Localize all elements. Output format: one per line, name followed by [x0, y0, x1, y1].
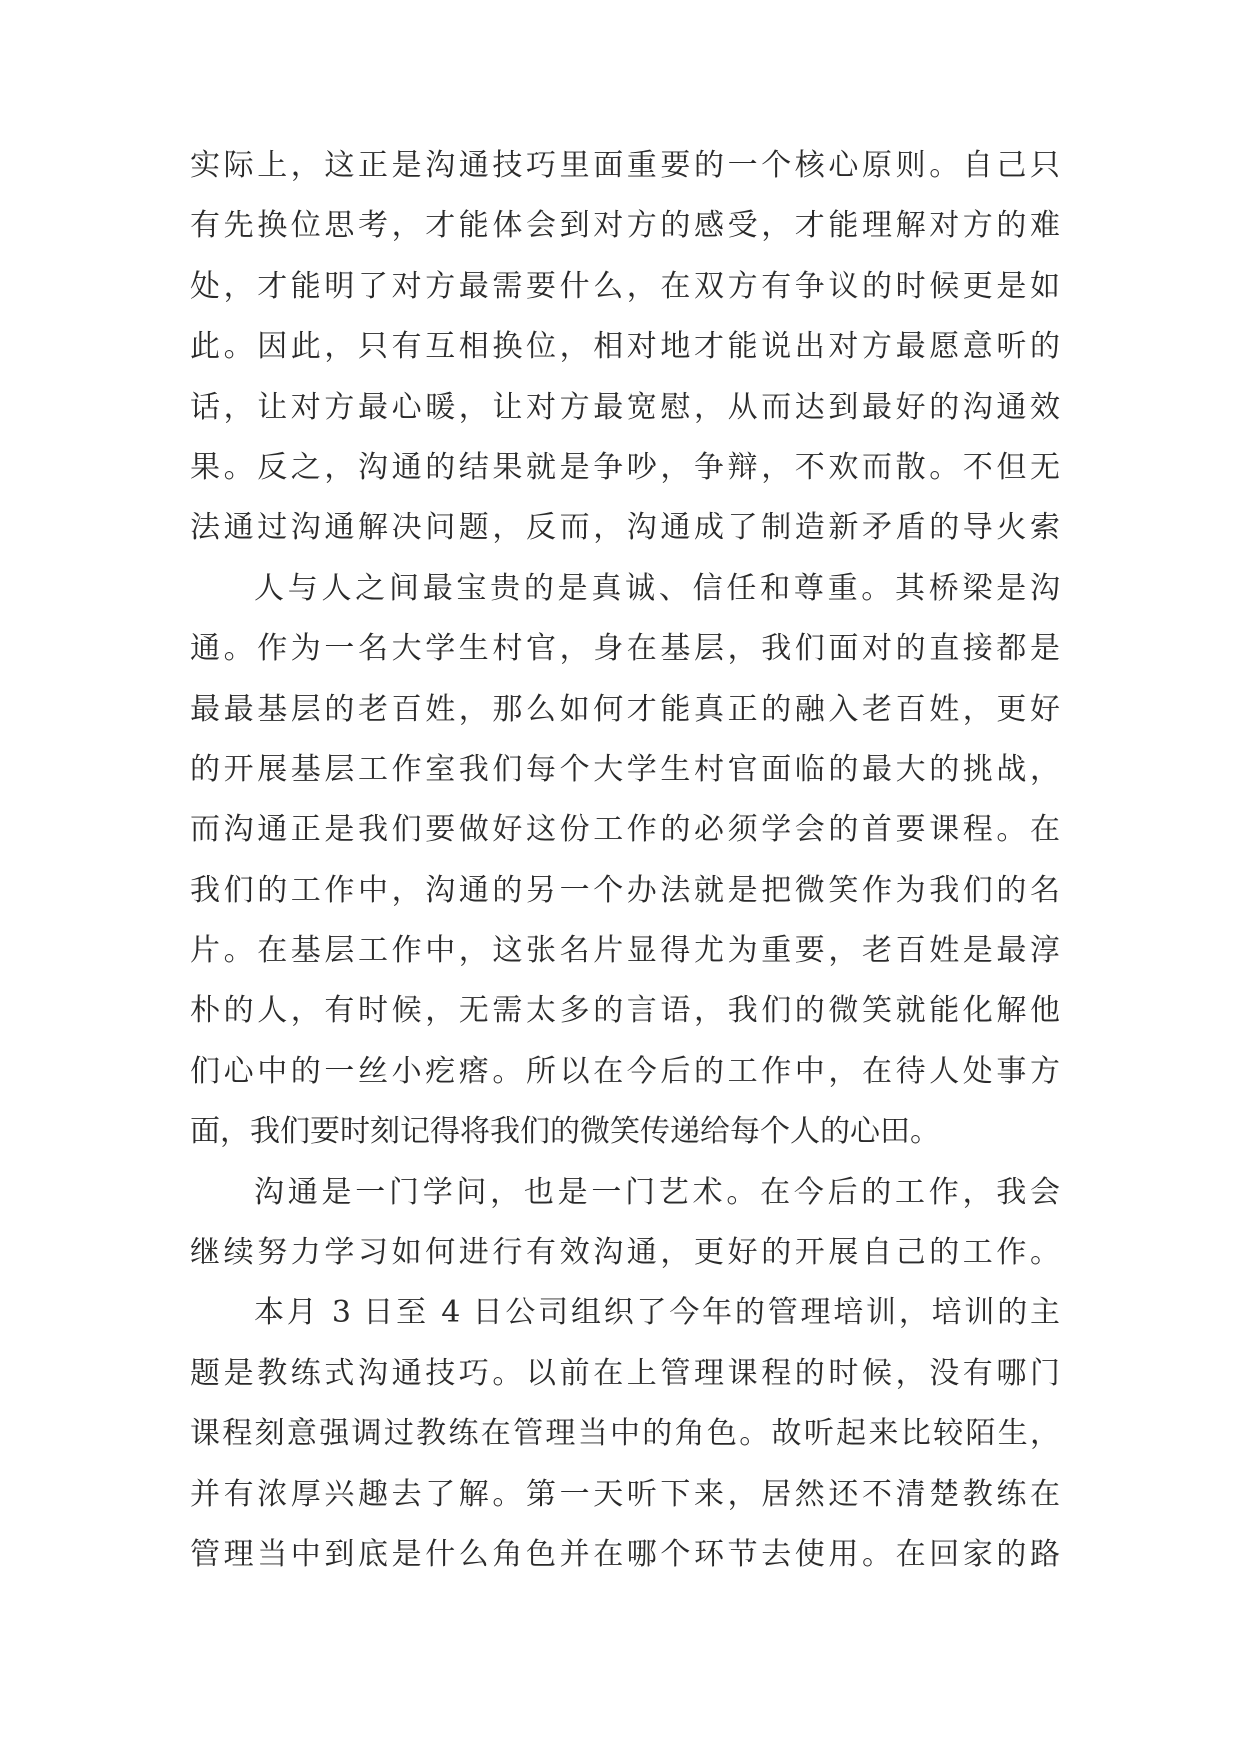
paragraph-4-line-2: 题是教练式沟通技巧。以前在上管理课程的时候，没有哪门	[190, 1355, 1060, 1391]
paragraph-1-line-7: 法通过沟通解决问题，反而，沟通成了制造新矛盾的导火索	[190, 510, 1060, 546]
paragraph-2-line-3: 最最基层的老百姓，那么如何才能真正的融入老百姓，更好	[190, 691, 1060, 727]
paragraph-4-line-1: 本月 3 日至 4 日公司组织了今年的管理培训，培训的主	[254, 1295, 1060, 1331]
document-body	[190, 136, 1060, 1585]
paragraph-1-line-2: 有先换位思考，才能体会到对方的感受，才能理解对方的难	[190, 208, 1060, 244]
paragraph-2-line-4: 的开展基层工作室我们每个大学生村官面临的最大的挑战，	[190, 751, 1060, 787]
paragraph-2-line-2: 通。作为一名大学生村官，身在基层，我们面对的直接都是	[190, 631, 1060, 667]
paragraph-2-line-8: 朴的人，有时候，无需太多的言语，我们的微笑就能化解他	[190, 993, 1060, 1029]
paragraph-4-line-4: 并有浓厚兴趣去了解。第一天听下来，居然还不清楚教练在	[190, 1476, 1060, 1512]
paragraph-2-line-1: 人与人之间最宝贵的是真诚、信任和尊重。其桥梁是沟	[254, 570, 1060, 606]
paragraph-2-line-5: 而沟通正是我们要做好这份工作的必须学会的首要课程。在	[190, 812, 1060, 848]
paragraph-4-line-3: 课程刻意强调过教练在管理当中的角色。故听起来比较陌生，	[190, 1416, 1060, 1452]
paragraph-2-line-7: 片。在基层工作中，这张名片显得尤为重要，老百姓是最淳	[190, 933, 1060, 969]
paragraph-1-line-3: 处，才能明了对方最需要什么，在双方有争议的时候更是如	[190, 268, 1060, 304]
paragraph-4-line-5: 管理当中到底是什么角色并在哪个环节去使用。在回家的路	[190, 1536, 1060, 1572]
paragraph-1-line-4: 此。因此，只有互相换位，相对地才能说出对方最愿意听的	[190, 329, 1060, 365]
paragraph-2-line-9: 们心中的一丝小疙瘩。所以在今后的工作中，在待人处事方	[190, 1053, 1060, 1089]
paragraph-2-line-10: 面，我们要时刻记得将我们的微笑传递给每个人的心田。	[190, 1114, 940, 1150]
paragraph-1-line-1: 实际上，这正是沟通技巧里面重要的一个核心原则。自己只	[190, 148, 1060, 183]
paragraph-1-line-6: 果。反之，沟通的结果就是争吵，争辩，不欢而散。不但无	[190, 449, 1060, 485]
paragraph-2-line-6: 我们的工作中，沟通的另一个办法就是把微笑作为我们的名	[190, 872, 1060, 908]
paragraph-3-line-1: 沟通是一门学问，也是一门艺术。在今后的工作，我会	[254, 1174, 1060, 1210]
paragraph-1-line-5: 话，让对方最心暖，让对方最宽慰，从而达到最好的沟通效	[190, 389, 1060, 425]
paragraph-3-line-2: 继续努力学习如何进行有效沟通，更好的开展自己的工作。	[190, 1235, 1060, 1271]
